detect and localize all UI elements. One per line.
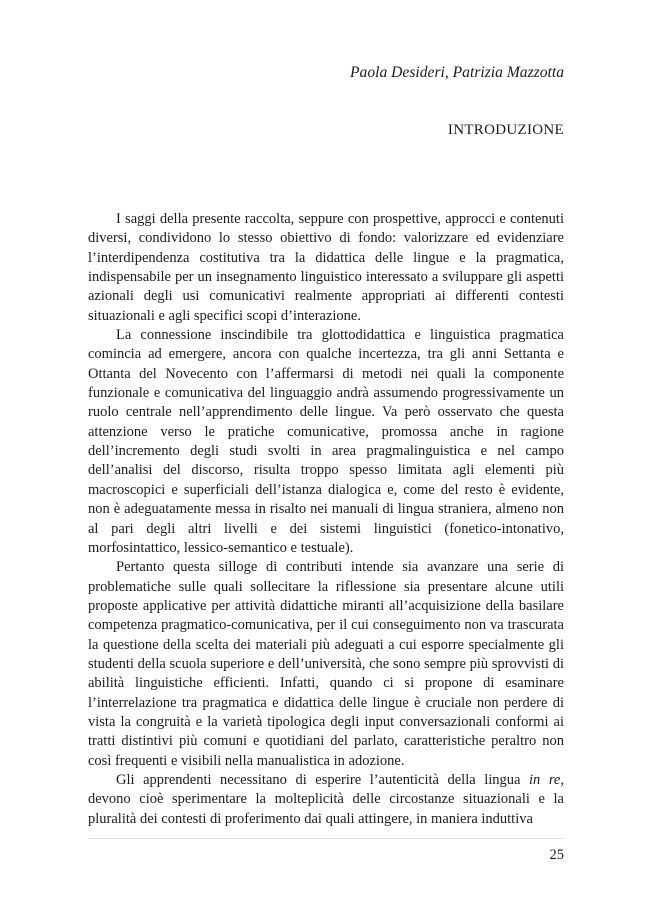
- chapter-authors: Paola Desideri, Patrizia Mazzotta: [350, 64, 564, 81]
- footer-rule: [88, 838, 564, 839]
- chapter-title: INTRODUZIONE: [447, 122, 564, 138]
- latin-phrase: in re: [529, 771, 561, 788]
- paragraph-4: [88, 771, 564, 829]
- page-number: 25: [549, 847, 564, 863]
- paragraph-4-text-end: , devono cioè sperimentare la molteplicità delle circostanze situazionali e la pluralità dei contesti di proferimento dai quali attingere, in maniera induttiva: [88, 771, 564, 827]
- paragraph-1: I saggi della presente raccolta, seppure con prospettive, approcci e contenuti diversi, condividono lo stesso obiettivo di fondo: valorizzare ed evidenziare l’interdipendenza costitutiva tra la didattica delle lingue e la pragmatica, indispensabile per un insegnamento linguistico interessato a sviluppare gli aspetti azionali degli usi comunicativi realmente appropriati ai differenti contesti situazionali e agli specifici scopi d’interazione.: [88, 211, 564, 324]
- paragraph-3: Pertanto questa silloge di contributi intende sia avanzare una serie di problematiche sulle quali sollecitare la riflessione sia presentare alcune utili proposte applicative per attività didattiche miranti all’acquisizione della basilare competenza pragmatico-comunicativa, per il cui conseguimento non va trascurata la questione della scelta dei materiali più adeguati a cui esporre specialmente gli studenti della scuola superiore e dell’università, che sono sempre più sprovvisti di abilità linguistiche efficienti. Infatti, quando ci si propone di esaminare l’interrelazione tra pragmatica e didattica delle lingue è cruciale non perdere di vista la congruità e la varietà tipologica degli input conversazionali conformi ai tratti distintivi più comuni e quotidiani del parlato, caratteristiche peraltro non così frequenti e visibili nella manualistica in adozione.: [88, 559, 564, 769]
- chapter-body: [88, 210, 564, 829]
- paragraph-4-text-start: Gli apprendenti necessitano di esperire l’autenticità della lingua: [116, 771, 529, 788]
- paragraph-2: La connessione inscindibile tra glottodidattica e linguistica pragmatica comincia ad emergere, ancora con qualche incertezza, tra gli anni Settanta e Ottanta del Novecento con l’affermarsi di metodi nei quali la componente funzionale e comunicativa del linguaggio andrà assumendo progressivamente un ruolo centrale nell’apprendimento delle lingue. Va però osservato che questa attenzione verso le pratiche comunicative, promossa anche in ragione dell’incremento degli studi svolti in area pragmalinguistica e nel campo dell’analisi del discorso, risulta troppo spesso limitata agli elementi più macroscopici e superficiali dell’istanza dialogica e, come del resto è evidente, non è adeguatamente messa in risalto nei manuali di lingua straniera, almeno non al pari degli altri livelli e dei sistemi linguistici (fonetico-intonativo, morfosintattico, lessico-semantico e testuale).: [88, 327, 564, 556]
